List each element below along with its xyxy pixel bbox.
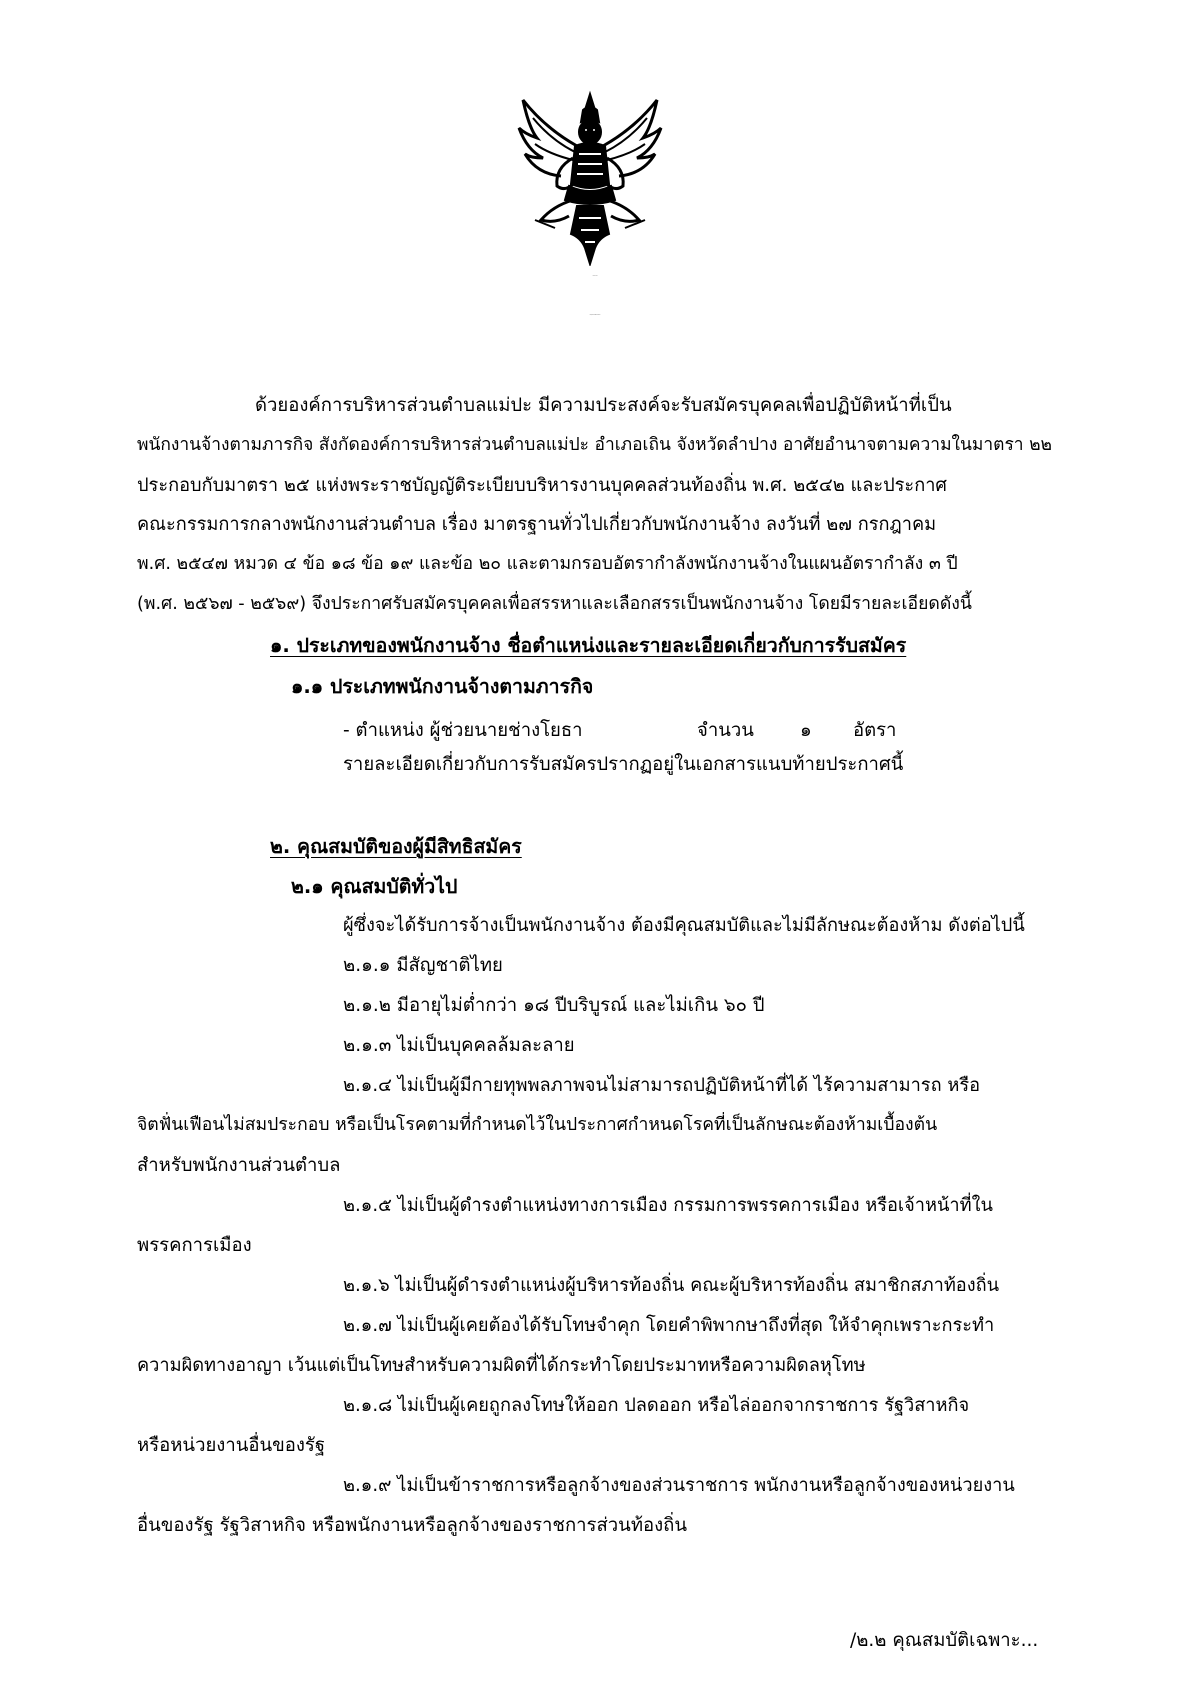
qualification-item: ๒.๑.๖ ไม่เป็นผู้ดำรงตำแหน่งผู้บริหารท้องถิ่น คณะผู้บริหารท้องถิ่น สมาชิกสภาท้องถิ่น [343,1275,1000,1296]
count-unit: อัตรา [853,720,897,741]
qualification-item: ๒.๑.๗ ไม่เป็นผู้เคยต้องได้รับโทษจำคุก โดยคำพิพากษาถึงที่สุด ให้จำคุกเพราะกระทำ [343,1315,995,1336]
count-label: จำนวน [697,720,754,741]
page-continuation: /๒.๒ คุณสมบัติเฉพาะ... [850,1630,1039,1651]
qualification-item: จิตฟั่นเฟือนไม่สมประกอบ หรือเป็นโรคตามที่กำหนดไว้ในประกาศกำหนดโรคที่เป็นลักษณะต้องห้ามเบื้องต้น [137,1115,938,1135]
section1-note: รายละเอียดเกี่ยวกับการรับสมัครปรากฏอยู่ในเอกสารแนบท้ายประกาศนี้ [343,754,904,775]
intro-line: พ.ศ. ๒๕๔๗ หมวด ๔ ข้อ ๑๘ ข้อ ๑๙ และข้อ ๒๐ และตามกรอบอัตรากำลังพนักงานจ้างในแผนอัตรากำลัง ๓ ปี [137,554,958,574]
qualification-line: ผู้ซึ่งจะได้รับการจ้างเป็นพนักงานจ้าง ต้องมีคุณสมบัติและไม่มีลักษณะต้องห้าม ดังต่อไปนี้ [343,915,1025,936]
section2-subheading: ๒.๑ คุณสมบัติทั่วไป [291,875,458,898]
qualification-item: ๒.๑.๔ ไม่เป็นผู้มีกายทุพพลภาพจนไม่สามารถปฏิบัติหน้าที่ได้ ไร้ความสามารถ หรือ [343,1075,981,1096]
count-value: ๑ [800,720,812,741]
intro-line: (พ.ศ. ๒๕๖๗ - ๒๕๖๙) จึงประกาศรับสมัครบุคคลเพื่อสรรหาและเลือกสรรเป็นพนักงานจ้าง โดยมีรายละเอียดดังนี้ [137,594,972,614]
intro-line: ด้วยองค์การบริหารส่วนตำบลแม่ปะ มีความประสงค์จะรับสมัครบุคคลเพื่อปฏิบัติหน้าที่เป็น [255,395,952,416]
qualification-item: หรือหน่วยงานอื่นของรัฐ [137,1435,326,1456]
intro-line: พนักงานจ้างตามภารกิจ สังกัดองค์การบริหารส่วนตำบลแม่ปะ อำเภอเถิน จังหวัดลำปาง อาศัยอำนาจตามความในมาตรา ๒๒ [137,435,1053,455]
qualification-item: พรรคการเมือง [137,1235,252,1256]
qualification-item: ๒.๑.๘ ไม่เป็นผู้เคยถูกลงโทษให้ออก ปลดออก หรือไล่ออกจากราชการ รัฐวิสาหกิจ [343,1395,970,1416]
section1-subheading: ๑.๑ ประเภทพนักงานจ้างตามภารกิจ [291,675,594,698]
qualification-item: ๒.๑.๕ ไม่เป็นผู้ดำรงตำแหน่งทางการเมือง กรรมการพรรคการเมือง หรือเจ้าหน้าที่ใน [343,1195,993,1216]
qualification-item: สำหรับพนักงานส่วนตำบล [137,1155,341,1176]
qualification-item: อื่นของรัฐ รัฐวิสาหกิจ หรือพนักงานหรือลูกจ้างของราชการส่วนท้องถิ่น [137,1515,688,1536]
qualification-item: ๒.๑.๙ ไม่เป็นข้าราชการหรือลูกจ้างของส่วนราชการ พนักงานหรือลูกจ้างของหน่วยงาน [343,1475,1015,1496]
intro-line: ประกอบกับมาตรา ๒๕ แห่งพระราชบัญญัติระเบียบบริหารงานบุคคลส่วนท้องถิ่น พ.ศ. ๒๕๔๒ และประกาศ [137,475,947,496]
qualification-item: ๒.๑.๑ มีสัญชาติไทย [343,955,503,976]
qualification-item: ๒.๑.๓ ไม่เป็นบุคคลล้มละลาย [343,1035,575,1056]
garuda-emblem-icon [515,88,665,266]
position-name: - ตำแหน่ง ผู้ช่วยนายช่างโยธา [343,720,583,741]
section1-heading: ๑. ประเภทของพนักงานจ้าง ชื่อตำแหน่งและรายละเอียดเกี่ยวกับการรับสมัคร [270,634,907,657]
qualification-item: ความผิดทางอาญา เว้นแต่เป็นโทษสำหรับความผิดที่ได้กระทำโดยประมาทหรือความผิดลหุโทษ [137,1355,866,1376]
section2-heading: ๒. คุณสมบัติของผู้มีสิทธิสมัคร [270,835,522,858]
intro-line: คณะกรรมการกลางพนักงานส่วนตำบล เรื่อง มาตรฐานทั่วไปเกี่ยวกับพนักงานจ้าง ลงวันที่ ๒๗ กรกฎาคม [137,514,937,535]
qualification-item: ๒.๑.๒ มีอายุไม่ต่ำกว่า ๑๘ ปีบริบูรณ์ และไม่เกิน ๖๐ ปี [343,995,765,1016]
